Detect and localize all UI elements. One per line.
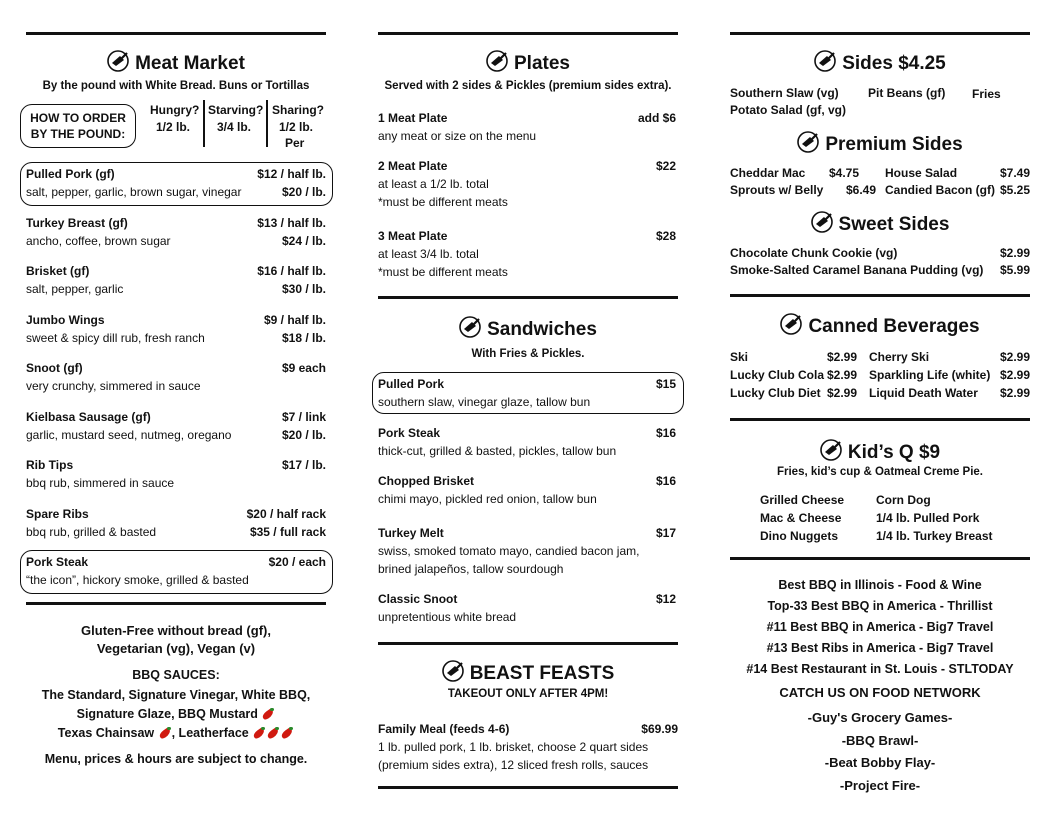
beverage-name: Lucky Club Diet [730, 386, 821, 400]
meat-item-price: $16 / half lb. [257, 264, 326, 278]
tv-show: -Guy's Grocery Games- [807, 710, 953, 725]
premium-side-price: $7.49 [999, 166, 1030, 180]
sides-column [730, 0, 1030, 816]
beverage-price: $2.99 [827, 350, 858, 364]
meat-item-name: Turkey Breast (gf) [26, 216, 128, 230]
sandwich-price: $16 [655, 426, 676, 440]
kids-title: Kid’s Q $9 [847, 442, 941, 463]
meat-item-price: $9 each [281, 361, 326, 375]
meat-item-price: $20 / lb. [281, 185, 326, 199]
plates-subtitle: Served with 2 sides & Pickles (premium sides extra). [384, 80, 672, 92]
sandwich-name: Chopped Brisket [378, 474, 475, 488]
section-rule [730, 557, 1030, 560]
family-meal-desc-line1: 1 lb. pulled pork, 1 lb. brisket, choose 2 quart sides [378, 740, 649, 754]
plate-name: 3 Meat Plate [378, 229, 448, 243]
chili-icon [261, 708, 275, 719]
top-rule [378, 32, 678, 35]
size-starving-amount: 3/4 lb. [217, 120, 252, 134]
how-to-order-line2: BY THE POUND: [30, 127, 126, 141]
sandwich-desc: southern slaw, vinegar glaze, tallow bun [378, 395, 591, 409]
beast-feasts-title: BEAST FEASTS [469, 663, 615, 684]
sandwich-name: Pork Steak [378, 426, 441, 440]
meat-item-name: Spare Ribs [26, 507, 89, 521]
kids-item: Grilled Cheese [760, 493, 845, 507]
chili-icon [280, 727, 294, 738]
meat-market-title: Meat Market [135, 53, 245, 74]
dietary-line1: Gluten-Free without bread (gf), [81, 623, 271, 638]
how-to-order-line1: HOW TO ORDER [30, 111, 126, 125]
side-item: Fries [972, 87, 1001, 101]
section-rule [730, 418, 1030, 421]
plate-price: $22 [655, 159, 676, 173]
sides-title: Sides $4.25 [842, 53, 946, 74]
beverage-name: Lucky Club Cola [730, 368, 825, 382]
cleaver-icon [780, 313, 802, 341]
food-network-shows [730, 707, 1030, 797]
size-hungry-amount: 1/2 lb. [156, 120, 191, 134]
section-rule [378, 296, 678, 299]
kids-item: 1/4 lb. Pulled Pork [876, 511, 980, 525]
award-item: Best BBQ in Illinois - Food & Wine [778, 578, 982, 592]
meat-item-price: $20 / each [268, 555, 326, 569]
sandwich-desc: unpretentious white bread [378, 610, 517, 624]
award-item: #13 Best Ribs in America - Big7 Travel [766, 641, 994, 655]
sweet-side-name: Smoke-Salted Caramel Banana Pudding (vg) [730, 263, 984, 277]
meat-market-subtitle: By the pound with White Bread. Buns or Tortillas [42, 80, 310, 92]
size-hungry-label: Hungry? [150, 103, 200, 117]
meat-market-header [26, 50, 326, 78]
sandwich-price: $15 [655, 377, 676, 391]
beverage-price: $2.99 [999, 368, 1030, 382]
food-network-title: CATCH US ON FOOD NETWORK [779, 685, 981, 700]
tv-show: -Beat Bobby Flay- [824, 755, 936, 770]
kids-item: Mac & Cheese [760, 511, 842, 525]
meat-item-price: $20 / lb. [281, 428, 326, 442]
sauce-bbq-mustard: Signature Glaze, BBQ Mustard [76, 707, 258, 721]
size-sharing-label: Sharing? [272, 103, 325, 117]
chili-icon [158, 727, 172, 738]
meat-item-name: Kielbasa Sausage (gf) [26, 410, 151, 424]
premium-side-price: $5.25 [999, 183, 1030, 197]
family-meal-desc-line2: (premium sides extra), 12 sliced fresh rolls, sauces [378, 758, 649, 772]
sandwiches-subtitle: With Fries & Pickles. [471, 348, 585, 360]
meat-item-desc: bbq rub, grilled & basted [26, 525, 157, 539]
size-sharing-amount: 1/2 lb. [279, 120, 314, 134]
beverages-header [730, 313, 1030, 341]
sauce-texas-chainsaw: Texas Chainsaw [57, 726, 155, 740]
sauces-list [18, 686, 334, 743]
tv-show: -Project Fire- [839, 777, 921, 793]
awards-list [722, 575, 1038, 680]
beverage-price: $2.99 [999, 386, 1030, 400]
side-item: Southern Slaw (vg) [730, 86, 839, 100]
sweet-sides-title: Sweet Sides [838, 214, 950, 235]
chili-icon [252, 727, 266, 738]
sandwich-name: Pulled Pork [378, 377, 445, 391]
meat-item-price: $20 / half rack [246, 507, 326, 521]
beverage-name: Cherry Ski [869, 350, 930, 364]
sandwich-desc: chimi mayo, pickled red onion, tallow bun [378, 492, 597, 506]
sauces-title: BBQ SAUCES: [132, 668, 220, 682]
size-sharing-extra: Per [285, 136, 305, 150]
plate-desc: *must be different meats [378, 195, 508, 209]
sides-header [730, 50, 1030, 78]
top-rule [730, 32, 1030, 35]
premium-side-name: Candied Bacon (gf) [885, 183, 995, 197]
sandwich-name: Turkey Melt [378, 526, 444, 540]
sweet-side-price: $2.99 [999, 246, 1030, 260]
meat-item-name: Pulled Pork (gf) [26, 167, 115, 181]
plates-title: Plates [514, 53, 570, 74]
how-to-order-box [20, 104, 136, 148]
plate-desc: any meat or size on the menu [378, 129, 537, 143]
sauces-line1: The Standard, Signature Vinegar, White BBQ, [41, 688, 311, 702]
divider [203, 100, 205, 147]
beverage-price: $2.99 [827, 368, 858, 382]
sandwich-price: $17 [655, 526, 676, 540]
bottom-rule [378, 786, 678, 789]
cleaver-icon [486, 50, 508, 78]
tv-show: -BBQ Brawl- [841, 732, 919, 748]
meat-item-name: Pork Steak [26, 555, 89, 569]
plate-desc: at least 3/4 lb. total [378, 247, 479, 261]
sandwich-desc: brined jalapeños, tallow sourdough [378, 562, 564, 576]
size-starving-label: Starving? [208, 103, 264, 117]
side-item: Potato Salad (gf, vg) [730, 103, 847, 117]
plates-column [378, 0, 678, 816]
premium-side-name: Sprouts w/ Belly [730, 183, 824, 197]
cleaver-icon [820, 439, 842, 467]
top-rule [26, 32, 326, 35]
award-item: Top-33 Best BBQ in America - Thrillist [767, 599, 993, 613]
section-rule [730, 294, 1030, 297]
meat-item-desc: very crunchy, simmered in sauce [26, 379, 201, 393]
meat-item-name: Snoot (gf) [26, 361, 83, 375]
dietary-note [26, 622, 326, 658]
meat-item-price: $9 / half lb. [263, 313, 326, 327]
family-meal-name: Family Meal (feeds 4-6) [378, 722, 510, 736]
sandwich-price: $16 [655, 474, 676, 488]
meat-item-desc: salt, pepper, garlic, brown sugar, vinegar [26, 185, 242, 199]
plate-price: $28 [655, 229, 676, 243]
cleaver-icon [814, 50, 836, 78]
premium-side-name: Cheddar Mac [730, 166, 806, 180]
meat-item-price: $18 / lb. [281, 331, 326, 345]
beverage-price: $2.99 [999, 350, 1030, 364]
meat-item-desc: garlic, mustard seed, nutmeg, oregano [26, 428, 232, 442]
sandwich-desc: thick-cut, grilled & basted, pickles, tallow bun [378, 444, 617, 458]
plate-price: add $6 [637, 111, 676, 125]
divider [266, 100, 268, 147]
meat-item-price: $35 / full rack [249, 525, 326, 539]
meat-item-name: Brisket (gf) [26, 264, 90, 278]
sweet-side-price: $5.99 [999, 263, 1030, 277]
sauce-leatherface: , Leatherface [171, 726, 249, 740]
cleaver-icon [459, 316, 481, 344]
beverages-title: Canned Beverages [808, 316, 980, 337]
sandwiches-title: Sandwiches [487, 319, 597, 340]
premium-sides-header [730, 131, 1030, 159]
meat-item-desc: “the icon”, hickory smoke, grilled & basted [26, 573, 249, 587]
kids-subtitle: Fries, kid’s cup & Oatmeal Creme Pie. [776, 466, 984, 478]
meat-item-name: Jumbo Wings [26, 313, 105, 327]
plate-desc: *must be different meats [378, 265, 508, 279]
premium-side-name: House Salad [885, 166, 958, 180]
cleaver-icon [107, 50, 129, 78]
plate-name: 2 Meat Plate [378, 159, 448, 173]
sweet-side-name: Chocolate Chunk Cookie (vg) [730, 246, 898, 260]
meat-item-price: $7 / link [281, 410, 326, 424]
meat-item-desc: ancho, coffee, brown sugar [26, 234, 171, 248]
sandwich-price: $12 [655, 592, 676, 606]
beverage-name: Liquid Death Water [869, 386, 978, 400]
meat-item-desc: bbq rub, simmered in sauce [26, 476, 175, 490]
kids-item: Dino Nuggets [760, 529, 838, 543]
meat-item-price: $24 / lb. [281, 234, 326, 248]
section-rule [378, 642, 678, 645]
sweet-sides-header [730, 211, 1030, 239]
dietary-line2: Vegetarian (vg), Vegan (v) [96, 641, 256, 656]
plates-header [378, 50, 678, 78]
meat-item-name: Rib Tips [26, 458, 74, 472]
beast-feasts-subtitle: TAKEOUT ONLY AFTER 4PM! [447, 688, 609, 700]
meat-item-desc: sweet & spicy dill rub, fresh ranch [26, 331, 205, 345]
beverage-price: $2.99 [827, 386, 858, 400]
change-notice: Menu, prices & hours are subject to change. [44, 752, 308, 766]
sandwich-name: Classic Snoot [378, 592, 458, 606]
family-meal-price: $69.99 [641, 722, 678, 736]
award-item: #14 Best Restaurant in St. Louis - STLTODAY [746, 662, 1014, 676]
kids-item: Corn Dog [876, 493, 931, 507]
section-rule [26, 602, 326, 605]
meat-item-price: $17 / lb. [281, 458, 326, 472]
kids-header [730, 439, 1030, 467]
chili-icon [266, 727, 280, 738]
meat-market-column [26, 0, 326, 816]
sandwich-desc: swiss, smoked tomato mayo, candied bacon jam, [378, 544, 640, 558]
premium-side-price: $4.75 [829, 166, 860, 180]
kids-item: 1/4 lb. Turkey Breast [876, 529, 993, 543]
plate-desc: at least a 1/2 lb. total [378, 177, 489, 191]
sandwiches-header [378, 316, 678, 344]
cleaver-icon [442, 660, 464, 688]
beast-feasts-header [378, 660, 678, 688]
meat-item-price: $12 / half lb. [257, 167, 326, 181]
premium-sides-title: Premium Sides [825, 134, 963, 155]
meat-item-price: $30 / lb. [281, 282, 326, 296]
cleaver-icon [811, 211, 833, 239]
side-item: Pit Beans (gf) [868, 86, 946, 100]
premium-side-price: $6.49 [846, 183, 877, 197]
meat-item-desc: salt, pepper, garlic [26, 282, 124, 296]
cleaver-icon [797, 131, 819, 159]
plate-name: 1 Meat Plate [378, 111, 448, 125]
beverage-name: Ski [730, 350, 749, 364]
award-item: #11 Best BBQ in America - Big7 Travel [766, 620, 994, 634]
meat-item-price: $13 / half lb. [257, 216, 326, 230]
beverage-name: Sparkling Life (white) [869, 368, 991, 382]
